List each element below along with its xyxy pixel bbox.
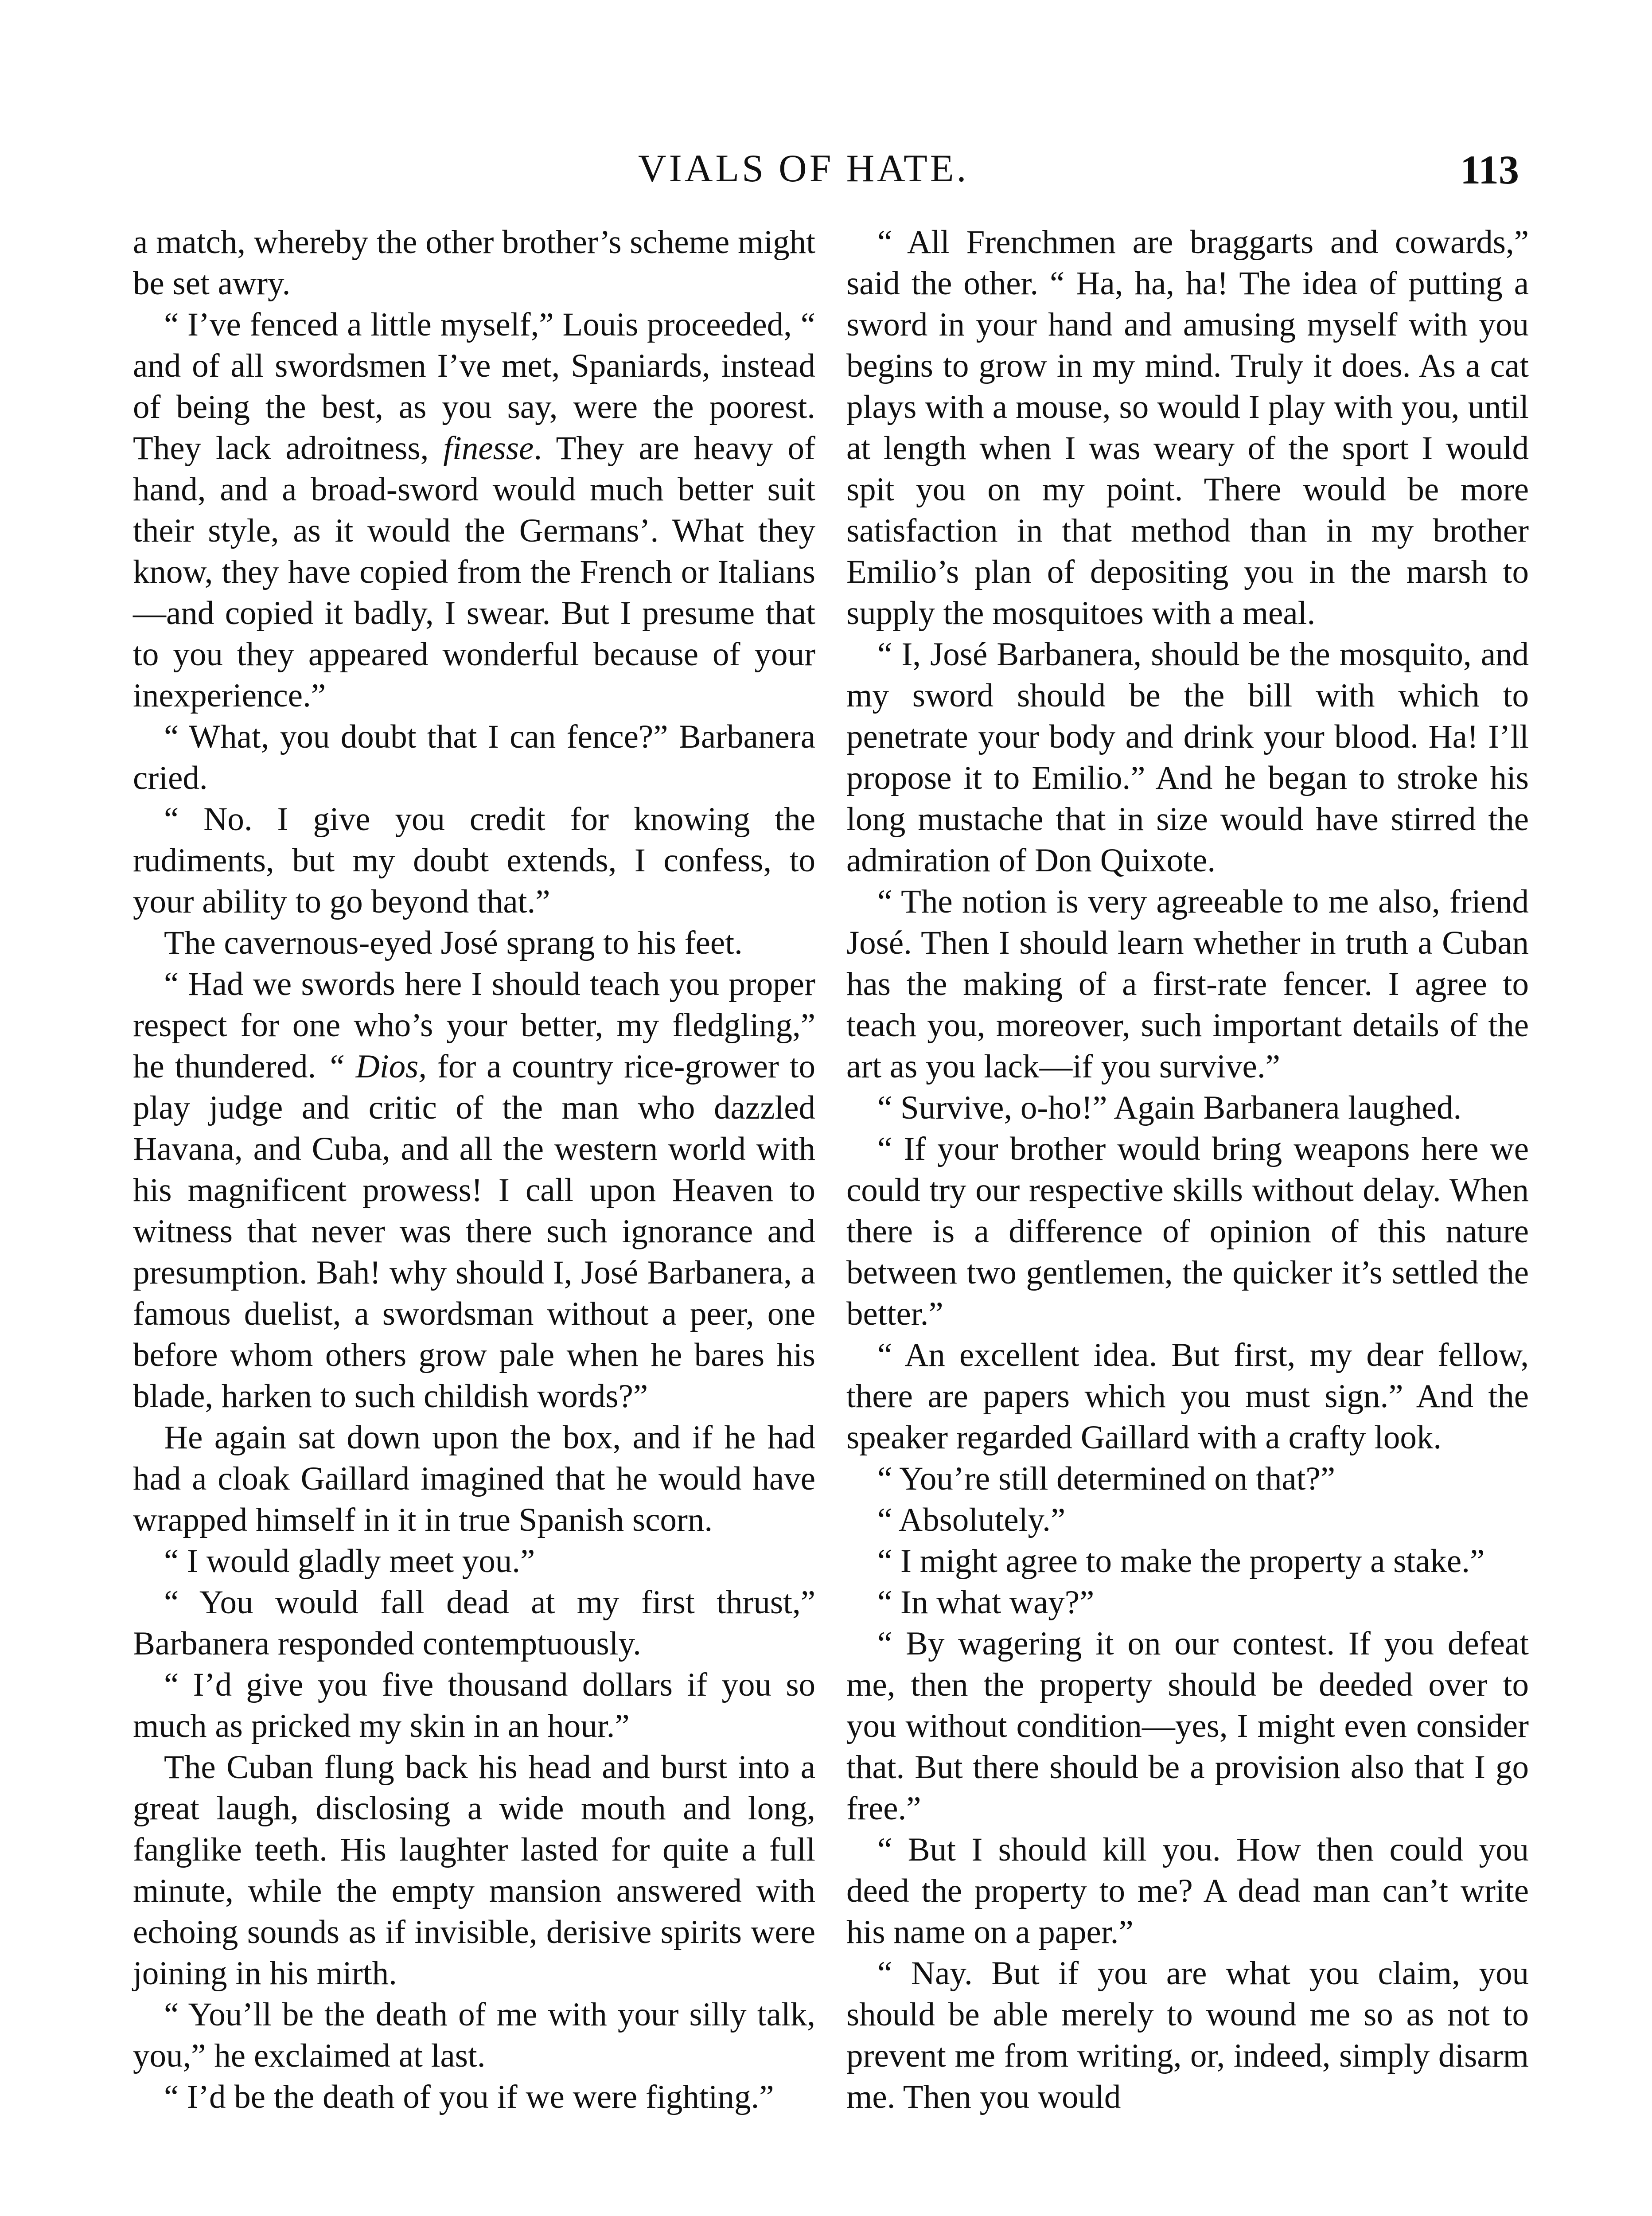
- italic-word: finesse: [443, 430, 534, 467]
- paragraph: “ An excellent idea. But first, my dear fellow, there are papers which you must sign.” And the speaker regarded Gaillard with a crafty look.: [846, 1337, 1529, 1456]
- paragraph: “ By wagering it on our contest. If you defeat me, then the property should be deeded over to you without condition—yes, I might even consider that. But there should be a provision also that I go free.”: [846, 1625, 1529, 1827]
- running-head: VIALS OF HATE.: [638, 147, 969, 190]
- paragraph: “ I’d give you five thousand dollars if you so much as pricked my skin in an hour.”: [133, 1666, 815, 1744]
- paragraph: He again sat down upon the box, and if he had had a cloak Gaillard imagined that he would have wrapped himself in it in true Spanish scorn.: [133, 1419, 815, 1538]
- paragraph: “ I’d be the death of you if we were fighting.”: [164, 2079, 774, 2115]
- paragraph: “ You would fall dead at my first thrust,” Barbanera responded contemptuously.: [133, 1584, 815, 1662]
- paragraph: “ I might agree to make the property a stake.”: [877, 1543, 1485, 1580]
- italic-word: “ Dios,: [327, 1048, 427, 1085]
- paragraph: “ Nay. But if you are what you claim, you should be able merely to wound me so as not to prevent me from writing, or, indeed, simply disarm me. Then you would: [846, 1955, 1529, 2115]
- paragraph: “ I would gladly meet you.”: [164, 1543, 535, 1580]
- right-column: [846, 222, 1529, 2118]
- paragraph: “ You’re still determined on that?”: [877, 1460, 1336, 1497]
- paragraph: a match, whereby the other brother’s scheme might be set awry.: [133, 224, 815, 302]
- paragraph: “ All Frenchmen are braggarts and cowards,” said the other. “ Ha, ha, ha! The idea of putting a sword in your hand and amusing myself with you begins to grow in my mind. Truly it does. As a cat plays with a mouse, so would I play with you, until at length when I was weary of the sport I would spit you on my point. There would be more satisfaction in that method than in my brother Emilio’s plan of depositing you in the marsh to supply the mosquitoes with a meal.: [846, 224, 1529, 632]
- left-column: [133, 222, 815, 2118]
- paragraph: “ In what way?”: [877, 1584, 1095, 1621]
- paragraph: “ What, you doubt that I can fence?” Barbanera cried.: [133, 718, 815, 796]
- paragraph: “ But I should kill you. How then could you deed the property to me? A dead man can’t write his name on a paper.”: [846, 1831, 1529, 1951]
- paragraph: “ The notion is very agreeable to me also, friend José. Then I should learn whether in truth a Cuban has the making of a first-rate fencer. I agree to teach you, moreover, such important details of the art as you lack—if you survive.”: [846, 883, 1529, 1085]
- paragraph: “ No. I give you credit for knowing the rudiments, but my doubt extends, I confess, to your ability to go beyond that.”: [133, 801, 815, 920]
- paragraph: The Cuban flung back his head and burst into a great laugh, disclosing a wide mouth and long, fanglike teeth. His laughter lasted for quite a full minute, while the empty mansion answered with echoing sounds as if invisible, derisive spirits were joining in his mirth.: [133, 1749, 815, 1992]
- page-number: 113: [1460, 147, 1519, 192]
- paragraph: “ Survive, o-ho!” Again Barbanera laughed.: [877, 1089, 1462, 1126]
- paragraph: “ Absolutely.”: [877, 1502, 1066, 1538]
- paragraph: The cavernous-eyed José sprang to his feet.: [164, 925, 743, 961]
- paragraph: “ Had we swords here I should teach you proper respect for one who’s your better, my fledgling,” he thundered. “ Dios, for a country rice-grower to play judge and critic of the man who dazzled Havana, and Cuba, and all the western world with his magnificent prowess! I call upon Heaven to witness that never was there such ignorance and presumption. Bah! why should I, José Barbanera, a famous duelist, a swordsman without a peer, one before whom others grow pale when he bares his blade, harken to such childish words?”: [133, 966, 816, 1415]
- paragraph: “ I’ve fenced a little myself,” Louis proceeded, “ and of all swordsmen I’ve met, Spaniards, instead of being the best, as you say, were the poorest. They lack adroitness, finesse. They are heavy of hand, and a broad-sword would much better suit their style, as it would the Germans’. What they know, they have copied from the French or Italians—and copied it badly, I swear. But I presume that to you they appeared wonderful because of your inexperience.”: [133, 306, 816, 714]
- paragraph: “ You’ll be the death of me with your silly talk, you,” he exclaimed at last.: [133, 1996, 815, 2074]
- paragraph: “ If your brother would bring weapons here we could try our respective skills without delay. When there is a difference of opinion of this nature between two gentlemen, the quicker it’s settled the better.”: [846, 1131, 1529, 1332]
- paragraph: “ I, José Barbanera, should be the mosquito, and my sword should be the bill with which to penetrate your body and drink your blood. Ha! I’ll propose it to Emilio.” And he began to stroke his long mustache that in size would have stirred the admiration of Don Quixote.: [846, 636, 1529, 879]
